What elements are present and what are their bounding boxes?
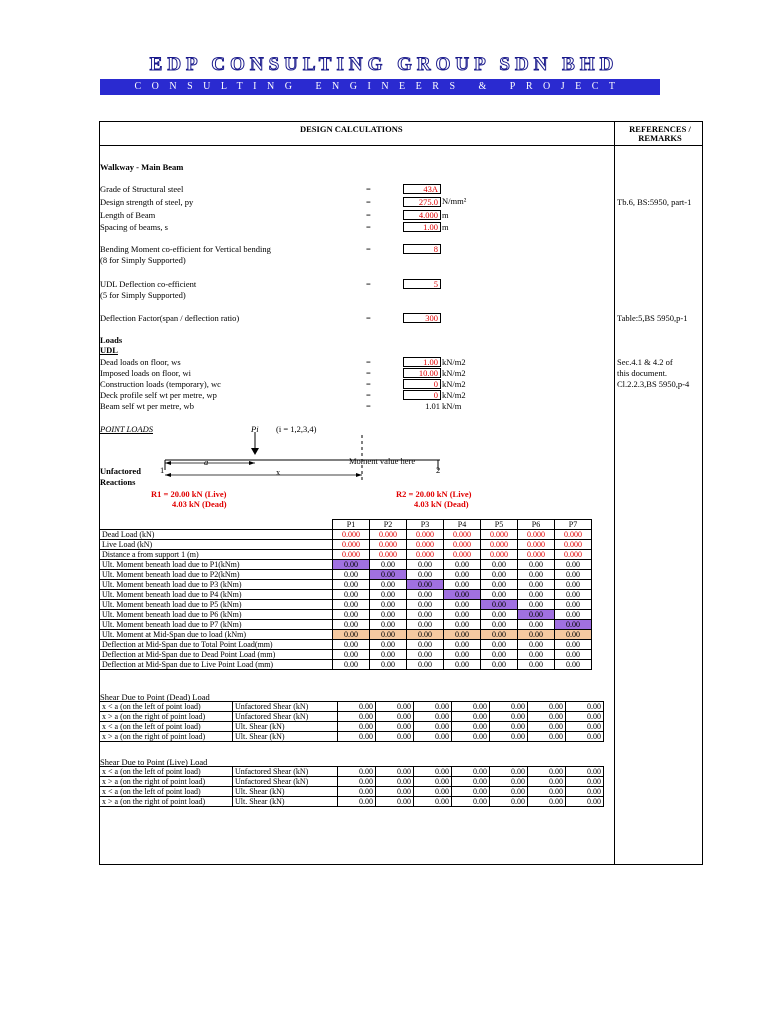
table-cell: 0.00 [333, 630, 370, 640]
table-cell: 0.00 [490, 787, 528, 797]
table-cell: 0.00 [555, 600, 592, 610]
table-cell: 0.00 [518, 620, 555, 630]
deflection-factor-input[interactable]: 300 [403, 313, 441, 323]
table-cell: 0.00 [370, 650, 407, 660]
table-cell: 0.00 [452, 777, 490, 787]
table-cell: 0.00 [333, 580, 370, 590]
index-label: (i = 1,2,3,4) [276, 424, 317, 434]
table-cell: 0.00 [566, 777, 604, 787]
equals: = [366, 401, 371, 411]
row-label: Deflection at Mid-Span due to Dead Point Load (mm) [100, 650, 333, 660]
unit: m [442, 210, 449, 220]
table-cell: 0.00 [338, 797, 376, 807]
table-cell: 0.00 [444, 580, 481, 590]
table-cell: 0.00 [444, 560, 481, 570]
table-row [100, 610, 592, 620]
table-cell: 0.00 [444, 640, 481, 650]
row-label: Ult. Moment beneath load due to P1(kNm) [100, 560, 333, 570]
bending-coef-input[interactable]: 8 [403, 244, 441, 254]
table-cell: 0.00 [555, 560, 592, 570]
table-cell: 0.00 [481, 630, 518, 640]
table-cell[interactable]: 0.000 [333, 530, 370, 540]
table-cell: 0.00 [518, 650, 555, 660]
condition-cell: x > a (on the right of point load) [100, 732, 233, 742]
table-cell: 0.00 [370, 570, 407, 580]
table-cell: 0.00 [566, 767, 604, 777]
steel-grade-input[interactable]: 43A [403, 184, 441, 194]
r2-live: R2 = 20.00 kN (Live) [396, 489, 472, 499]
table-cell: 0.00 [414, 722, 452, 732]
row-label: Deflection at Mid-Span due to Live Point Load (mm) [100, 660, 333, 670]
column-header: P3 [407, 520, 444, 530]
row-label: Ult. Moment beneath load due to P4 (kNm) [100, 590, 333, 600]
table-cell: 0.00 [518, 660, 555, 670]
table-row [100, 767, 604, 777]
table-cell: 0.00 [376, 787, 414, 797]
table-cell: 0.00 [481, 640, 518, 650]
table-cell: 0.00 [370, 580, 407, 590]
column-header: P7 [555, 520, 592, 530]
column-header: P6 [518, 520, 555, 530]
unit: kN/m [442, 401, 462, 411]
reference-note: Tb.6, BS:5950, part-1 [617, 197, 692, 207]
table-cell: 0.00 [518, 640, 555, 650]
equals: = [366, 313, 371, 323]
table-cell: 0.00 [566, 712, 604, 722]
table-cell: 0.00 [490, 797, 528, 807]
table-cell[interactable]: 0.000 [555, 540, 592, 550]
table-cell[interactable]: 0.000 [407, 530, 444, 540]
table-cell: 0.00 [518, 600, 555, 610]
references-title: REFERENCES / [629, 124, 691, 134]
tagline-banner: CONSULTING ENGINEERS & PROJECT MANAGERS [100, 79, 660, 95]
dead-load-input[interactable]: 1.00 [403, 357, 441, 367]
moment-label: Moment value here [349, 456, 416, 466]
table-cell[interactable]: 0.000 [444, 540, 481, 550]
table-cell: 0.00 [452, 722, 490, 732]
table-cell: 0.00 [338, 777, 376, 787]
row-label: Dead Load (kN) [100, 530, 333, 540]
table-cell: 0.00 [481, 570, 518, 580]
table-cell: 0.00 [452, 732, 490, 742]
table-row [100, 712, 604, 722]
table-cell: 0.00 [376, 712, 414, 722]
row-label: Ult. Moment beneath load due to P2(kNm) [100, 570, 333, 580]
unit: kN/m2 [442, 368, 466, 378]
table-cell[interactable]: 0.000 [444, 530, 481, 540]
table-cell[interactable]: 0.000 [555, 530, 592, 540]
table-cell: 0.00 [555, 660, 592, 670]
table-row [100, 640, 592, 650]
table-row [100, 550, 592, 560]
support-2-label: 2 [436, 465, 441, 475]
table-cell: 0.00 [555, 590, 592, 600]
equals: = [366, 222, 371, 232]
table-cell: 0.00 [481, 650, 518, 660]
table-cell: 0.00 [407, 570, 444, 580]
table-cell: 0.00 [528, 702, 566, 712]
shear-dead-table [99, 701, 604, 742]
table-cell: 0.00 [333, 640, 370, 650]
table-cell: 0.00 [414, 732, 452, 742]
condition-cell: x < a (on the left of point load) [100, 722, 233, 732]
construction-load-input[interactable]: 0 [403, 379, 441, 389]
table-cell[interactable]: 0.000 [333, 540, 370, 550]
udl-coef-sub: (5 for Simply Supported) [100, 290, 186, 300]
table-row [100, 660, 592, 670]
table-cell: 0.00 [414, 787, 452, 797]
table-row [100, 797, 604, 807]
table-row [100, 570, 592, 580]
table-cell[interactable]: 0.000 [370, 550, 407, 560]
table-cell[interactable]: 0.000 [407, 540, 444, 550]
table-cell[interactable]: 0.000 [518, 540, 555, 550]
unit: m [442, 222, 449, 232]
design-strength-input[interactable]: 275.0 [403, 197, 441, 207]
table-cell: 0.00 [481, 660, 518, 670]
table-cell: 0.00 [518, 570, 555, 580]
row-label: Ult. Moment beneath load due to P5 (kNm) [100, 600, 333, 610]
table-cell: 0.00 [338, 722, 376, 732]
table-cell: 0.00 [376, 797, 414, 807]
table-cell[interactable]: 0.000 [481, 540, 518, 550]
table-row [100, 722, 604, 732]
shear-type-cell: Unfactored Shear (kN) [233, 767, 338, 777]
row-label: Ult. Moment beneath load due to P3 (kNm) [100, 580, 333, 590]
table-cell: 0.00 [444, 600, 481, 610]
table-cell: 0.00 [376, 722, 414, 732]
table-cell: 0.00 [481, 590, 518, 600]
reference-note: Cl.2.2.3,BS 5950,p-4 [617, 379, 690, 389]
row-label: Live Load (kN) [100, 540, 333, 550]
table-cell: 0.00 [376, 732, 414, 742]
self-weight-value: 1.01 [425, 401, 440, 411]
table-cell: 0.00 [481, 580, 518, 590]
sheet-title: DESIGN CALCULATIONS [300, 124, 403, 134]
equals: = [366, 379, 371, 389]
table-cell[interactable]: 0.000 [555, 550, 592, 560]
table-cell: 0.00 [370, 630, 407, 640]
table-cell: 0.00 [414, 702, 452, 712]
table-cell: 0.00 [528, 732, 566, 742]
table-cell: 0.00 [407, 610, 444, 620]
table-cell[interactable]: 0.000 [444, 550, 481, 560]
table-cell: 0.00 [555, 640, 592, 650]
table-cell: 0.00 [566, 797, 604, 807]
table-cell: 0.00 [481, 560, 518, 570]
equals: = [366, 390, 371, 400]
table-cell: 0.00 [376, 777, 414, 787]
table-cell: 0.00 [444, 650, 481, 660]
table-cell: 0.00 [333, 560, 370, 570]
table-cell: 0.00 [333, 590, 370, 600]
table-cell: 0.00 [555, 570, 592, 580]
shear-type-cell: Ult. Shear (kN) [233, 797, 338, 807]
table-cell: 0.00 [490, 767, 528, 777]
table-cell: 0.00 [490, 722, 528, 732]
table-cell: 0.00 [338, 732, 376, 742]
udl-coef-label: UDL Deflection co-efficient [100, 279, 197, 289]
equals: = [366, 368, 371, 378]
shear-type-cell: Unfactored Shear (kN) [233, 702, 338, 712]
condition-cell: x < a (on the left of point load) [100, 767, 233, 777]
table-cell: 0.00 [333, 600, 370, 610]
column-header: P2 [370, 520, 407, 530]
load-label: Beam self wt per metre, wb [100, 401, 194, 411]
table-cell: 0.00 [407, 660, 444, 670]
table-cell: 0.00 [414, 712, 452, 722]
param-label: Length of Beam [100, 210, 156, 220]
table-cell: 0.00 [376, 767, 414, 777]
table-cell: 0.00 [518, 610, 555, 620]
row-label: Distance a from support 1 (m) [100, 550, 333, 560]
load-label: Construction loads (temporary), wc [100, 379, 221, 389]
table-cell[interactable]: 0.000 [407, 550, 444, 560]
load-label: Deck profile self wt per metre, wp [100, 390, 217, 400]
table-cell: 0.00 [444, 620, 481, 630]
shear-live-table [99, 766, 604, 807]
table-cell: 0.00 [452, 702, 490, 712]
table-cell: 0.00 [452, 787, 490, 797]
remarks-title: REMARKS [638, 133, 682, 143]
shear-type-cell: Unfactored Shear (kN) [233, 712, 338, 722]
table-cell: 0.00 [490, 702, 528, 712]
r1-live: R1 = 20.00 kN (Live) [151, 489, 227, 499]
table-cell: 0.00 [370, 600, 407, 610]
table-cell: 0.00 [333, 620, 370, 630]
table-cell: 0.00 [333, 650, 370, 660]
table-cell: 0.00 [528, 787, 566, 797]
table-row [100, 702, 604, 712]
reference-note: Sec.4.1 & 4.2 of [617, 357, 673, 367]
x-label: x [276, 467, 281, 477]
pi-label: Pi [251, 424, 259, 434]
equals: = [366, 197, 371, 207]
unit: kN/m2 [442, 390, 466, 400]
table-cell: 0.00 [407, 620, 444, 630]
table-cell: 0.00 [370, 620, 407, 630]
load-label: Imposed loads on floor, wi [100, 368, 192, 378]
equals: = [366, 184, 371, 194]
equals: = [366, 279, 371, 289]
table-cell: 0.00 [566, 722, 604, 732]
section-title: Walkway - Main Beam [100, 162, 184, 172]
column-header: P5 [481, 520, 518, 530]
condition-cell: x > a (on the right of point load) [100, 712, 233, 722]
table-cell[interactable]: 0.000 [333, 550, 370, 560]
a-label: a [204, 457, 209, 467]
table-cell: 0.00 [407, 630, 444, 640]
table-row [100, 600, 592, 610]
table-cell: 0.00 [452, 767, 490, 777]
row-label: Ult. Moment beneath load due to P7 (kNm) [100, 620, 333, 630]
table-cell: 0.00 [370, 590, 407, 600]
table-cell: 0.00 [338, 702, 376, 712]
unit: kN/m2 [442, 379, 466, 389]
table-cell[interactable]: 0.000 [518, 530, 555, 540]
table-cell: 0.00 [407, 560, 444, 570]
table-cell: 0.00 [414, 777, 452, 787]
equals: = [366, 357, 371, 367]
table-cell: 0.00 [518, 590, 555, 600]
table-cell: 0.00 [370, 660, 407, 670]
table-cell: 0.00 [333, 660, 370, 670]
condition-cell: x < a (on the left of point load) [100, 787, 233, 797]
shear-type-cell: Unfactored Shear (kN) [233, 777, 338, 787]
table-cell: 0.00 [414, 767, 452, 777]
reactions-label: Reactions [100, 477, 136, 487]
table-cell: 0.00 [555, 650, 592, 660]
table-cell: 0.00 [333, 570, 370, 580]
table-cell: 0.00 [407, 640, 444, 650]
table-cell: 0.00 [338, 787, 376, 797]
table-row [100, 540, 592, 550]
load-label: Dead loads on floor, ws [100, 357, 181, 367]
udl-title: UDL [100, 345, 118, 355]
imposed-load-input[interactable]: 10.00 [403, 368, 441, 378]
header-divider [99, 145, 703, 146]
unit: N/mm² [442, 196, 467, 206]
table-row [100, 530, 592, 540]
table-cell[interactable]: 0.000 [518, 550, 555, 560]
table-cell: 0.00 [566, 732, 604, 742]
table-cell: 0.00 [490, 777, 528, 787]
table-cell: 0.00 [518, 560, 555, 570]
table-cell: 0.00 [490, 712, 528, 722]
deflection-label: Deflection Factor(span / deflection ratio) [100, 313, 240, 323]
deck-profile-input[interactable]: 0 [403, 390, 441, 400]
table-row [100, 732, 604, 742]
unfactored-label: Unfactored [100, 466, 141, 476]
table-cell[interactable]: 0.000 [370, 540, 407, 550]
table-cell: 0.00 [528, 767, 566, 777]
table-cell: 0.00 [452, 797, 490, 807]
r1-dead: 4.03 kN (Dead) [172, 499, 227, 509]
table-cell: 0.00 [555, 620, 592, 630]
table-cell: 0.00 [481, 600, 518, 610]
row-label: Deflection at Mid-Span due to Total Point Load(mm) [100, 640, 333, 650]
beam-length-input[interactable]: 4.000 [403, 210, 441, 220]
bending-label: Bending Moment co-efficient for Vertical bending [100, 244, 271, 254]
point-load-table [99, 519, 592, 670]
table-cell: 0.00 [444, 660, 481, 670]
company-name: EDP CONSULTING GROUP SDN BHD [149, 54, 619, 75]
param-label: Design strength of steel, py [100, 197, 194, 207]
table-cell: 0.00 [518, 580, 555, 590]
reference-note: Table:5,BS 5950,p-1 [617, 313, 688, 323]
support-1-label: 1 [160, 465, 165, 475]
column-header: P1 [333, 520, 370, 530]
table-cell: 0.00 [444, 590, 481, 600]
table-cell: 0.00 [370, 610, 407, 620]
table-cell: 0.00 [528, 712, 566, 722]
table-row [100, 630, 592, 640]
table-cell: 0.00 [407, 580, 444, 590]
table-cell: 0.00 [407, 590, 444, 600]
table-row [100, 590, 592, 600]
udl-coef-input[interactable]: 5 [403, 279, 441, 289]
condition-cell: x > a (on the right of point load) [100, 777, 233, 787]
table-cell: 0.00 [528, 722, 566, 732]
row-label: Ult. Moment beneath load due to P6 (kNm) [100, 610, 333, 620]
table-row [100, 580, 592, 590]
table-row [100, 787, 604, 797]
table-row [100, 620, 592, 630]
bending-sub: (8 for Simply Supported) [100, 255, 186, 265]
table-cell[interactable]: 0.000 [481, 550, 518, 560]
loads-title: Loads [100, 335, 123, 345]
table-cell[interactable]: 0.000 [370, 530, 407, 540]
table-cell: 0.00 [518, 630, 555, 640]
table-cell: 0.00 [370, 640, 407, 650]
reference-note: this document. [617, 368, 668, 378]
param-label: Spacing of beams, s [100, 222, 168, 232]
table-row [100, 650, 592, 660]
shear-live-title: Shear Due to Point (Live) Load [100, 757, 208, 767]
table-cell: 0.00 [490, 732, 528, 742]
table-cell[interactable]: 0.000 [481, 530, 518, 540]
table-cell: 0.00 [555, 610, 592, 620]
table-row [100, 777, 604, 787]
table-cell: 0.00 [452, 712, 490, 722]
shear-type-cell: Ult. Shear (kN) [233, 787, 338, 797]
table-cell: 0.00 [481, 610, 518, 620]
point-loads-title: POINT LOADS [100, 424, 153, 434]
table-cell: 0.00 [444, 630, 481, 640]
column-header: P4 [444, 520, 481, 530]
table-cell: 0.00 [566, 787, 604, 797]
table-cell: 0.00 [444, 610, 481, 620]
table-cell: 0.00 [566, 702, 604, 712]
param-label: Grade of Structural steel [100, 184, 184, 194]
table-cell: 0.00 [370, 560, 407, 570]
table-cell: 0.00 [555, 630, 592, 640]
table-cell: 0.00 [555, 580, 592, 590]
table-cell: 0.00 [481, 620, 518, 630]
header-blank [100, 520, 333, 530]
row-label: Ult. Moment at Mid-Span due to load (kNm) [100, 630, 333, 640]
table-cell: 0.00 [444, 570, 481, 580]
shear-dead-title: Shear Due to Point (Dead) Load [100, 692, 210, 702]
equals: = [366, 210, 371, 220]
table-row [100, 560, 592, 570]
table-cell: 0.00 [376, 702, 414, 712]
shear-type-cell: Ult. Shear (kN) [233, 722, 338, 732]
table-cell: 0.00 [528, 777, 566, 787]
table-cell: 0.00 [407, 650, 444, 660]
unit: kN/m2 [442, 357, 466, 367]
table-cell: 0.00 [414, 797, 452, 807]
shear-type-cell: Ult. Shear (kN) [233, 732, 338, 742]
table-cell: 0.00 [528, 797, 566, 807]
column-divider [614, 121, 615, 865]
condition-cell: x < a (on the left of point load) [100, 702, 233, 712]
condition-cell: x > a (on the right of point load) [100, 797, 233, 807]
table-cell: 0.00 [338, 767, 376, 777]
table-cell: 0.00 [407, 600, 444, 610]
r2-dead: 4.03 kN (Dead) [414, 499, 469, 509]
table-cell: 0.00 [338, 712, 376, 722]
table-header-row [100, 520, 592, 530]
beam-spacing-input[interactable]: 1.00 [403, 222, 441, 232]
equals: = [366, 244, 371, 254]
table-cell: 0.00 [333, 610, 370, 620]
